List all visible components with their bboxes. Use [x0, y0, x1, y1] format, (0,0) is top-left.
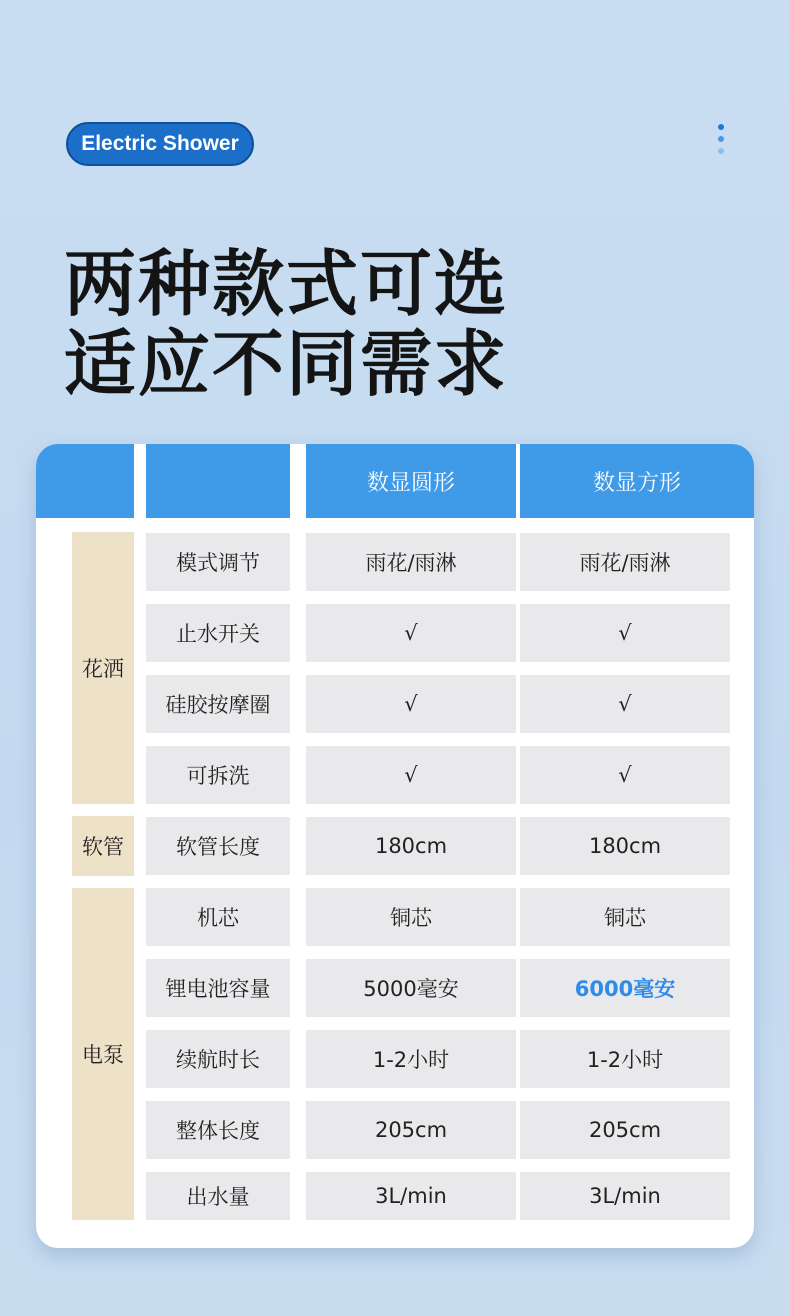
row-feature: 续航时长	[146, 1030, 290, 1088]
row-feature: 锂电池容量	[146, 959, 290, 1017]
row-square-value: 1-2小时	[520, 1030, 730, 1088]
row-feature: 止水开关	[146, 604, 290, 662]
comparison-table	[36, 444, 754, 1248]
more-options-icon[interactable]	[716, 124, 726, 156]
headline-line-2: 适应不同需求	[64, 322, 509, 406]
header-round: 数显圆形	[306, 444, 516, 518]
row-feature: 可拆洗	[146, 746, 290, 804]
row-round-value: 铜芯	[306, 888, 516, 946]
row-square-value: √	[520, 675, 730, 733]
row-round-value: √	[306, 675, 516, 733]
header-blank-group	[36, 444, 134, 518]
row-square-value-highlight: 6000毫安	[520, 959, 730, 1017]
row-round-value: 1-2小时	[306, 1030, 516, 1088]
header-blank-feature	[146, 444, 290, 518]
row-round-value: 雨花/雨淋	[306, 533, 516, 591]
group-pump: 电泵	[72, 888, 134, 1220]
row-feature: 硅胶按摩圈	[146, 675, 290, 733]
row-round-value: √	[306, 746, 516, 804]
headline-line-1: 两种款式可选	[64, 242, 509, 326]
row-round-value: 180cm	[306, 817, 516, 875]
row-round-value: 3L/min	[306, 1172, 516, 1220]
headline	[64, 244, 508, 404]
row-square-value: 铜芯	[520, 888, 730, 946]
row-square-value: 雨花/雨淋	[520, 533, 730, 591]
row-feature: 软管长度	[146, 817, 290, 875]
row-square-value: √	[520, 746, 730, 804]
row-square-value: √	[520, 604, 730, 662]
row-square-value: 205cm	[520, 1101, 730, 1159]
row-square-value: 180cm	[520, 817, 730, 875]
row-feature: 模式调节	[146, 533, 290, 591]
row-feature: 机芯	[146, 888, 290, 946]
row-feature: 出水量	[146, 1172, 290, 1220]
header-square: 数显方形	[520, 444, 754, 518]
group-shower-head: 花洒	[72, 532, 134, 804]
product-badge: Electric Shower	[66, 122, 254, 166]
row-round-value: 5000毫安	[306, 959, 516, 1017]
row-round-value: √	[306, 604, 516, 662]
row-square-value: 3L/min	[520, 1172, 730, 1220]
row-round-value: 205cm	[306, 1101, 516, 1159]
group-hose: 软管	[72, 816, 134, 876]
row-feature: 整体长度	[146, 1101, 290, 1159]
